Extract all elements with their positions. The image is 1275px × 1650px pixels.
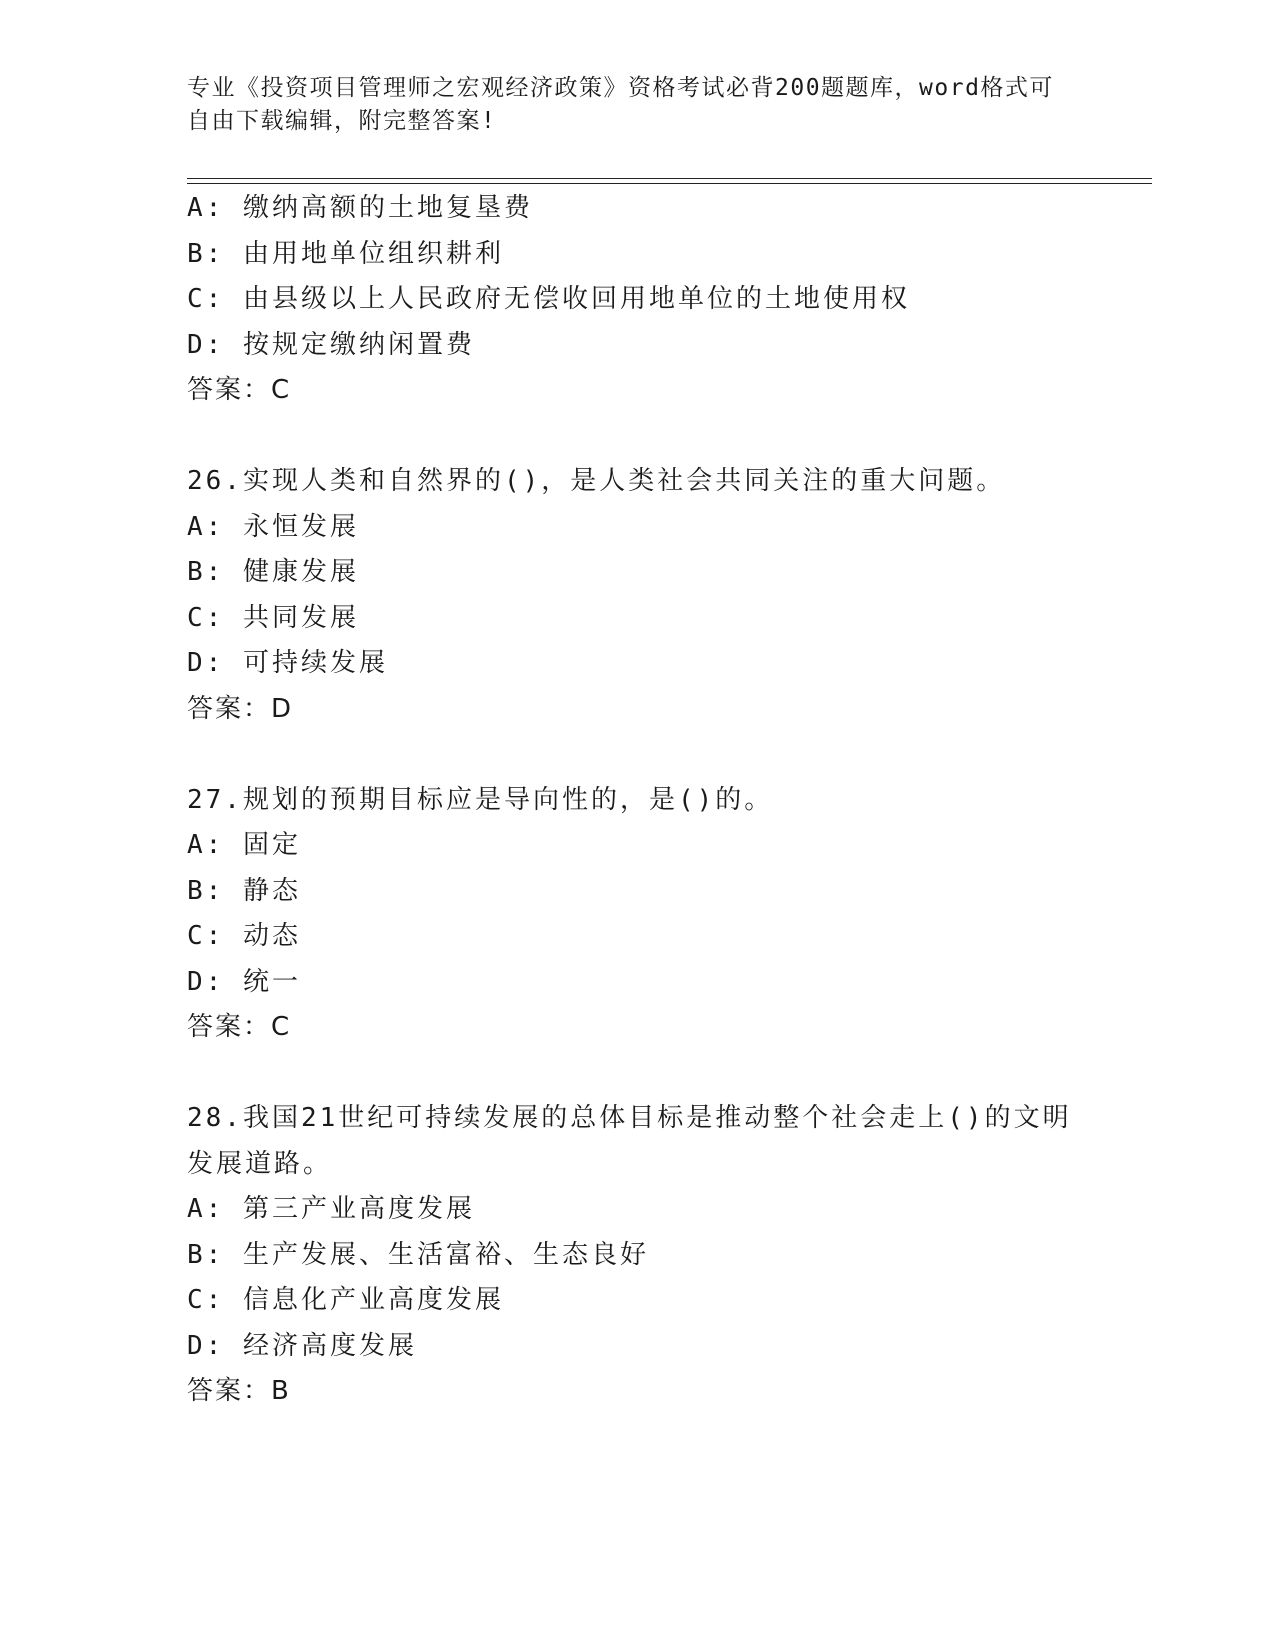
option-b: B: 生产发展、生活富裕、生态良好 <box>187 1239 649 1270</box>
spacer <box>187 732 1087 778</box>
question-stem-continued: 发展道路。 <box>187 1148 333 1179</box>
spacer <box>187 1051 1087 1097</box>
question-stem: 28.我国21世纪可持续发展的总体目标是推动整个社会走上()的文明 <box>187 1103 1072 1133</box>
option-c: C: 由县级以上人民政府无偿收回用地单位的土地使用权 <box>187 284 910 314</box>
header-line-1: 专业《投资项目管理师之宏观经济政策》资格考试必背200题题库，word格式可 <box>187 75 1054 101</box>
option-c: C: 动态 <box>187 921 301 951</box>
option-d: D: 可持续发展 <box>187 648 388 678</box>
option-c: C: 共同发展 <box>187 602 359 633</box>
answer: 答案：B <box>187 1376 291 1406</box>
header-line-2: 自由下载编辑，附完整答案! <box>187 108 497 134</box>
question-26 <box>187 459 1087 732</box>
option-a: A: 缴纳高额的土地复垦费 <box>187 193 533 223</box>
option-d: D: 统一 <box>187 966 301 997</box>
header-divider-bottom <box>187 183 1152 184</box>
option-b: B: 由用地单位组织耕利 <box>187 238 504 269</box>
spacer <box>187 414 1087 460</box>
option-a: A: 永恒发展 <box>187 511 359 542</box>
question-28 <box>187 1096 1087 1415</box>
answer: 答案：C <box>187 375 292 405</box>
document-header <box>187 72 1067 138</box>
option-d: D: 按规定缴纳闲置费 <box>187 329 475 360</box>
option-d: D: 经济高度发展 <box>187 1330 417 1361</box>
option-a: A: 第三产业高度发展 <box>187 1194 475 1224</box>
answer: 答案：D <box>187 693 294 724</box>
question-list <box>187 186 1087 1415</box>
question-27 <box>187 778 1087 1051</box>
question-stem: 27.规划的预期目标应是导向性的，是()的。 <box>187 784 774 815</box>
question-stem: 26.实现人类和自然界的()，是人类社会共同关注的重大问题。 <box>187 466 1006 496</box>
option-b: B: 静态 <box>187 875 301 906</box>
option-a: A: 固定 <box>187 830 301 860</box>
answer: 答案：C <box>187 1012 292 1042</box>
header-divider-top <box>187 178 1152 179</box>
option-b: B: 健康发展 <box>187 557 359 587</box>
option-c: C: 信息化产业高度发展 <box>187 1285 504 1315</box>
question-25 <box>187 186 1087 414</box>
